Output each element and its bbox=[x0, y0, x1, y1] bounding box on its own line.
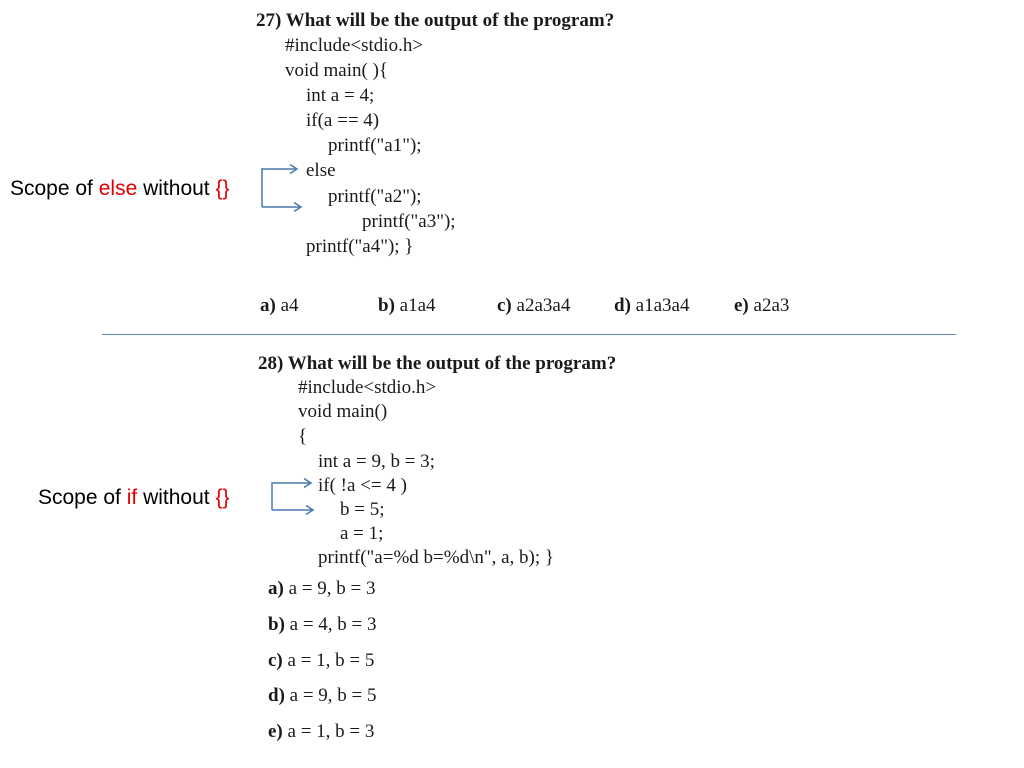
q28-code-line-5: if( !a <= 4 ) bbox=[318, 475, 407, 496]
option-text: a = 9, b = 5 bbox=[289, 685, 377, 706]
q27-option-d[interactable] bbox=[614, 294, 689, 318]
annotation-middle: without bbox=[137, 177, 216, 200]
q27-option-a[interactable] bbox=[260, 294, 299, 318]
option-letter: d) bbox=[614, 295, 631, 316]
q27-code-line-1: #include<stdio.h> bbox=[285, 35, 424, 56]
q28-code-line-6: b = 5; bbox=[340, 499, 385, 520]
q28-code-line-4: int a = 9, b = 3; bbox=[318, 451, 435, 472]
q28-code-line-3: { bbox=[298, 426, 308, 447]
annotation-prefix: Scope of bbox=[38, 486, 127, 509]
q28-option-e[interactable] bbox=[268, 720, 374, 744]
q28-code-line-7: a = 1; bbox=[340, 523, 384, 544]
q27-annotation bbox=[10, 176, 230, 202]
q28-code-line-1: #include<stdio.h> bbox=[298, 377, 437, 398]
annotation-keyword: else bbox=[98, 177, 138, 200]
q28-code-line-8: printf("a=%d b=%d\n", a, b); } bbox=[318, 547, 555, 568]
annotation-prefix: Scope of bbox=[10, 177, 99, 200]
q27-code-line-5: printf("a1"); bbox=[328, 135, 422, 156]
option-letter: c) bbox=[268, 650, 283, 671]
q28-option-a[interactable] bbox=[268, 577, 375, 601]
annotation-middle: without bbox=[137, 486, 216, 509]
q28-option-c[interactable] bbox=[268, 649, 374, 673]
q28-scope-bracket-arrow bbox=[272, 479, 313, 515]
option-text: a2a3 bbox=[753, 295, 790, 316]
option-letter: d) bbox=[268, 685, 285, 706]
q27-option-e[interactable] bbox=[734, 294, 789, 318]
option-text: a = 1, b = 5 bbox=[287, 650, 375, 671]
option-letter: c) bbox=[497, 295, 512, 316]
annotation-keyword: if bbox=[126, 486, 138, 509]
q27-option-b[interactable] bbox=[378, 294, 436, 318]
q27-code-line-7: printf("a2"); bbox=[328, 186, 422, 207]
option-letter: b) bbox=[378, 295, 395, 316]
option-letter: a) bbox=[268, 578, 284, 599]
q27-code-line-3: int a = 4; bbox=[306, 85, 375, 106]
option-letter: b) bbox=[268, 614, 285, 635]
question-28-title: 28) What will be the output of the program? bbox=[258, 353, 617, 374]
annotation-braces: {} bbox=[215, 177, 230, 200]
q27-code-line-6: else bbox=[306, 160, 336, 181]
question-27-title: 27) What will be the output of the program? bbox=[256, 10, 615, 31]
option-text: a4 bbox=[280, 295, 299, 316]
option-text: a1a3a4 bbox=[635, 295, 690, 316]
option-letter: e) bbox=[734, 295, 749, 316]
option-text: a = 4, b = 3 bbox=[289, 614, 377, 635]
option-text: a = 9, b = 3 bbox=[288, 578, 376, 599]
q27-code-line-9: printf("a4"); } bbox=[306, 236, 414, 257]
q27-code-line-4: if(a == 4) bbox=[306, 110, 380, 131]
q28-code-line-2: void main() bbox=[298, 401, 388, 422]
option-letter: e) bbox=[268, 721, 283, 742]
section-divider bbox=[102, 334, 956, 335]
option-text: a2a3a4 bbox=[516, 295, 571, 316]
option-text: a1a4 bbox=[399, 295, 436, 316]
option-text: a = 1, b = 3 bbox=[287, 721, 375, 742]
q27-code-line-2: void main( ){ bbox=[285, 60, 389, 81]
q27-option-c[interactable] bbox=[497, 294, 570, 318]
q27-scope-bracket-arrow bbox=[262, 165, 301, 212]
option-letter: a) bbox=[260, 295, 276, 316]
q28-option-d[interactable] bbox=[268, 684, 377, 708]
q28-annotation bbox=[38, 485, 229, 511]
q28-option-b[interactable] bbox=[268, 613, 377, 637]
q27-code-line-8: printf("a3"); bbox=[362, 211, 456, 232]
annotation-braces: {} bbox=[215, 486, 230, 509]
